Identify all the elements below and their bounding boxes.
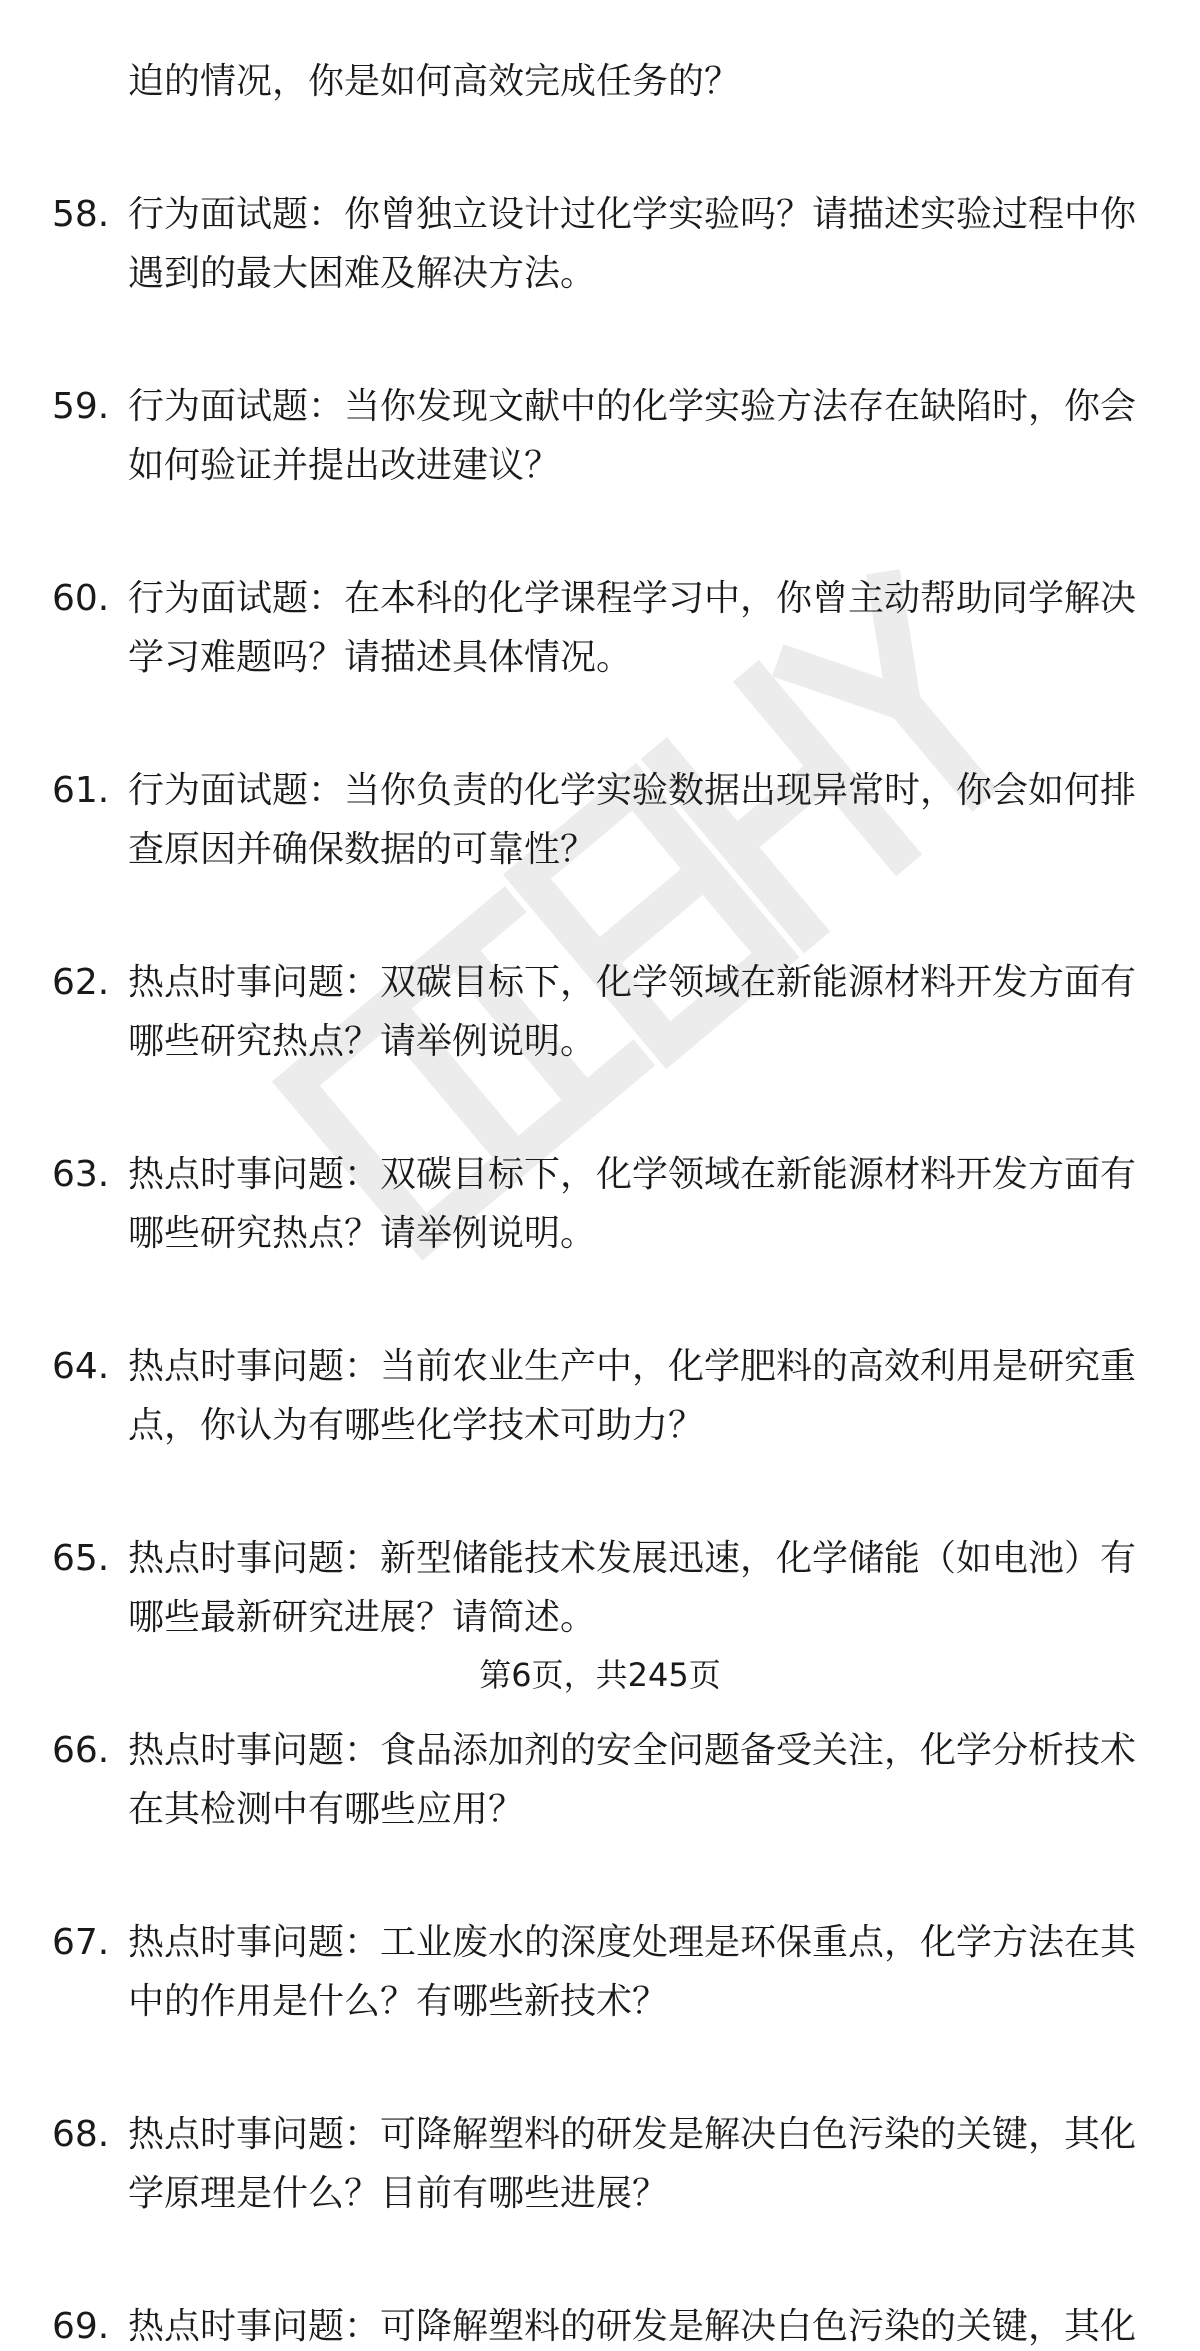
question-number: 64.	[52, 1346, 110, 1387]
question-item	[52, 1343, 1142, 1450]
question-item	[52, 575, 1142, 682]
question-item	[52, 383, 1142, 490]
question-text	[128, 1343, 1142, 1450]
question-line: 热点时事问题：可降解塑料的研发是解决白色污染的关键，其化	[128, 2306, 1137, 2347]
question-line: 热点时事问题：可降解塑料的研发是解决白色污染的关键，其化	[128, 2114, 1137, 2155]
question-item	[52, 2303, 1142, 2351]
question-text	[128, 1727, 1142, 1834]
question-item	[52, 1727, 1142, 1834]
question-line: 中的作用是什么？有哪些新技术？	[128, 1981, 669, 2022]
question-text	[128, 2303, 1142, 2351]
question-line: 学原理是什么？目前有哪些进展？	[128, 2173, 669, 2214]
question-line: 遇到的最大困难及解决方法。	[128, 253, 597, 294]
question-number: 60.	[52, 578, 110, 619]
question-line: 在其检测中有哪些应用？	[128, 1789, 525, 1830]
question-number: 61.	[52, 770, 110, 811]
question-line: 热点时事问题：双碳目标下，化学领域在新能源材料开发方面有	[128, 962, 1137, 1003]
question-number: 58.	[52, 194, 110, 235]
question-text	[128, 575, 1142, 682]
question-item	[52, 767, 1142, 874]
question-number: 66.	[52, 1730, 110, 1771]
page-footer: 第6页，共245页	[479, 1656, 721, 1694]
question-text	[128, 767, 1142, 874]
question-number: 69.	[52, 2306, 110, 2347]
continuation-line: 迫的情况，你是如何高效完成任务的？	[128, 61, 741, 102]
question-line: 学习难题吗？请描述具体情况。	[128, 637, 633, 678]
question-number: 59.	[52, 386, 110, 427]
question-number: 67.	[52, 1922, 110, 1963]
question-number: 65.	[52, 1538, 110, 1579]
question-item	[52, 1535, 1142, 1642]
question-text	[128, 1535, 1142, 1642]
question-line: 行为面试题：你曾独立设计过化学实验吗？请描述实验过程中你	[128, 194, 1137, 235]
question-text	[128, 2111, 1142, 2218]
question-line: 热点时事问题：新型储能技术发展迅速，化学储能（如电池）有	[128, 1538, 1137, 1579]
question-text	[128, 191, 1142, 298]
question-item	[52, 1151, 1142, 1258]
question-number: 63.	[52, 1154, 110, 1195]
questions-container	[52, 191, 1142, 2351]
question-item	[52, 1919, 1142, 2026]
question-line: 哪些最新研究进展？请简述。	[128, 1597, 597, 1638]
question-item	[52, 191, 1142, 298]
question-line: 行为面试题：当你发现文献中的化学实验方法存在缺陷时，你会	[128, 386, 1137, 427]
question-text	[128, 1919, 1142, 2026]
question-item	[52, 2111, 1142, 2218]
question-line: 点，你认为有哪些化学技术可助力？	[128, 1405, 705, 1446]
question-line: 哪些研究热点？请举例说明。	[128, 1213, 597, 1254]
question-line: 哪些研究热点？请举例说明。	[128, 1021, 597, 1062]
question-number: 62.	[52, 962, 110, 1003]
question-line: 热点时事问题：双碳目标下，化学领域在新能源材料开发方面有	[128, 1154, 1137, 1195]
question-line: 如何验证并提出改进建议？	[128, 445, 561, 486]
question-line: 查原因并确保数据的可靠性？	[128, 829, 597, 870]
question-line: 热点时事问题：当前农业生产中，化学肥料的高效利用是研究重	[128, 1346, 1137, 1387]
question-item	[52, 959, 1142, 1066]
question-number: 68.	[52, 2114, 110, 2155]
question-line: 热点时事问题：工业废水的深度处理是环保重点，化学方法在其	[128, 1922, 1137, 1963]
question-text	[128, 959, 1142, 1066]
question-list	[52, 58, 1142, 2351]
question-line: 行为面试题：在本科的化学课程学习中，你曾主动帮助同学解决	[128, 578, 1137, 619]
question-text	[128, 383, 1142, 490]
question-text	[128, 1151, 1142, 1258]
question-line: 热点时事问题：食品添加剂的安全问题备受关注，化学分析技术	[128, 1730, 1137, 1771]
question-line: 行为面试题：当你负责的化学实验数据出现异常时，你会如何排	[128, 770, 1137, 811]
